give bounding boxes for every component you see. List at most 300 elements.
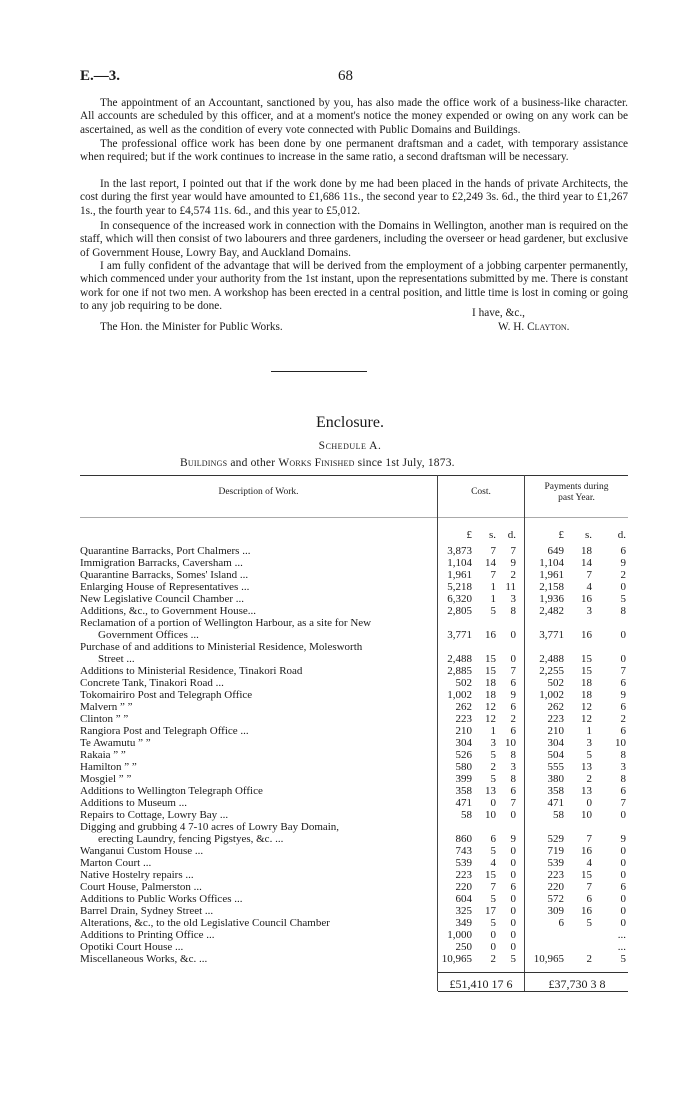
payment-shillings: 13 bbox=[581, 785, 592, 797]
total-payments: £37,730 3 8 bbox=[548, 977, 606, 991]
payment-shillings: 18 bbox=[581, 677, 592, 689]
cost-pence: 2 bbox=[510, 569, 516, 581]
row-cost bbox=[438, 809, 522, 821]
row-cost bbox=[438, 761, 522, 773]
row-description: Digging and grubbing 4 7-10 acres of Lowry Bay Domain, bbox=[80, 821, 340, 833]
table-row bbox=[80, 545, 628, 557]
row-payment bbox=[526, 713, 628, 725]
row-cost bbox=[438, 869, 522, 881]
cost-pence: 0 bbox=[510, 653, 516, 665]
table-row bbox=[80, 593, 628, 605]
cost-pounds: 2,885 bbox=[447, 665, 472, 677]
section-divider bbox=[271, 371, 367, 372]
cost-shillings: 15 bbox=[485, 653, 496, 665]
cost-pounds: 502 bbox=[455, 677, 472, 689]
payment-pence: 7 bbox=[620, 797, 626, 809]
row-description: Opotiki Court House ... bbox=[80, 941, 184, 953]
table-row bbox=[80, 749, 628, 761]
row-description: Additions to Public Works Offices ... bbox=[80, 893, 243, 905]
payment-pounds: 2,488 bbox=[539, 653, 564, 665]
row-payment bbox=[526, 737, 628, 749]
cost-pence: 9 bbox=[510, 833, 516, 845]
row-payment bbox=[526, 593, 628, 605]
addressee: The Hon. the Minister for Public Works. bbox=[100, 321, 283, 333]
payment-shillings: 2 bbox=[586, 953, 592, 965]
payment-pence: 0 bbox=[620, 809, 626, 821]
row-description: Purchase of and additions to Ministerial Residence, Molesworth bbox=[80, 641, 363, 653]
payment-pence: 3 bbox=[620, 761, 626, 773]
row-cost bbox=[438, 785, 522, 797]
units-row bbox=[80, 529, 628, 541]
cost-shillings: 7 bbox=[490, 881, 496, 893]
cost-shillings: 15 bbox=[485, 665, 496, 677]
row-payment bbox=[526, 941, 628, 953]
row-payment bbox=[526, 917, 628, 929]
cost-pence: 6 bbox=[510, 701, 516, 713]
payment-shillings: 16 bbox=[581, 905, 592, 917]
payment-pounds: 719 bbox=[547, 845, 564, 857]
row-payment bbox=[526, 797, 628, 809]
row-description: Immigration Barracks, Caversham ... bbox=[80, 557, 243, 569]
row-cost bbox=[438, 641, 522, 653]
payment-shillings: 7 bbox=[586, 833, 592, 845]
row-cost bbox=[438, 725, 522, 737]
row-payment bbox=[526, 653, 628, 665]
payment-pounds: 572 bbox=[547, 893, 564, 905]
row-description: Street ... bbox=[98, 653, 135, 665]
table-row bbox=[80, 761, 628, 773]
payment-pounds: 2,158 bbox=[539, 581, 564, 593]
row-description: Wanganui Custom House ... bbox=[80, 845, 204, 857]
payment-shillings: 14 bbox=[581, 557, 592, 569]
row-description: Reclamation of a portion of Wellington Harbour, as a site for New bbox=[80, 617, 372, 629]
row-payment bbox=[526, 857, 628, 869]
table-row bbox=[80, 845, 628, 857]
report-code: E.—3. bbox=[80, 68, 121, 84]
column-header-payments bbox=[525, 482, 628, 504]
cost-shillings: 12 bbox=[485, 701, 496, 713]
row-cost bbox=[438, 893, 522, 905]
payment-shillings: 1 bbox=[586, 725, 592, 737]
row-payment bbox=[526, 749, 628, 761]
table-row bbox=[80, 605, 628, 617]
cost-pounds: 6,320 bbox=[447, 593, 472, 605]
paragraph-domains: In consequence of the increased work in connection with the Domains in Wellington, another man is required on the staff, which will then consist of two labourers and three gardeners, including the overseer or head gardener, but exclusive of Government House, Lowry Bay, and Auckland Domains. bbox=[80, 220, 628, 259]
cost-pounds: 2,488 bbox=[447, 653, 472, 665]
column-header-cost: Cost. bbox=[471, 487, 491, 497]
cost-shillings: 13 bbox=[485, 785, 496, 797]
payment-shillings: 4 bbox=[586, 857, 592, 869]
row-payment bbox=[526, 545, 628, 557]
table-row bbox=[80, 617, 628, 629]
cost-pounds: 743 bbox=[455, 845, 472, 857]
cost-pounds: 10,965 bbox=[441, 953, 472, 965]
row-cost bbox=[438, 929, 522, 941]
cost-pence: 7 bbox=[510, 797, 516, 809]
payment-pence: 6 bbox=[620, 881, 626, 893]
payment-shillings: 15 bbox=[581, 653, 592, 665]
row-description: Rangiora Post and Telegraph Office ... bbox=[80, 725, 249, 737]
cost-pence: 3 bbox=[510, 593, 516, 605]
payment-pounds: 309 bbox=[547, 905, 564, 917]
table-row bbox=[80, 905, 628, 917]
payment-pounds: 2,255 bbox=[539, 665, 564, 677]
payment-pence: 0 bbox=[620, 629, 626, 641]
paragraph-carpenter: I am fully confident of the advantage that will be derived from the employment of a jobbing carpenter permanently, which commenced under your authority from the 1st instant, upon the representations submitted by me. There is constant work for one if not two men. A workshop has been erected in a central position, and little time is lost in coming or going to any job requiring to be done. bbox=[80, 260, 628, 313]
cost-pence: 6 bbox=[510, 881, 516, 893]
cost-pence: 8 bbox=[510, 773, 516, 785]
row-cost bbox=[438, 581, 522, 593]
row-cost bbox=[438, 737, 522, 749]
row-description: Alterations, &c., to the old Legislative Council Chamber bbox=[80, 917, 330, 929]
cost-pounds: 210 bbox=[455, 725, 472, 737]
row-cost bbox=[438, 593, 522, 605]
payment-shillings: 15 bbox=[581, 665, 592, 677]
payment-pounds: 262 bbox=[547, 701, 564, 713]
table-row bbox=[80, 641, 628, 653]
pay-unit-shillings: s. bbox=[584, 529, 592, 541]
cost-shillings: 5 bbox=[490, 893, 496, 905]
row-description: Court House, Palmerston ... bbox=[80, 881, 202, 893]
row-cost bbox=[438, 569, 522, 581]
payment-shillings: 7 bbox=[586, 569, 592, 581]
payment-shillings: 7 bbox=[586, 881, 592, 893]
payment-pounds: 529 bbox=[547, 833, 564, 845]
cost-pence: 0 bbox=[510, 929, 516, 941]
table-row bbox=[80, 773, 628, 785]
row-cost bbox=[438, 749, 522, 761]
payment-shillings: 13 bbox=[581, 761, 592, 773]
row-payment bbox=[526, 605, 628, 617]
cost-pence: 6 bbox=[510, 677, 516, 689]
row-description: Malvern ” ” bbox=[80, 701, 133, 713]
cost-shillings: 5 bbox=[490, 605, 496, 617]
row-payment bbox=[526, 725, 628, 737]
row-payment bbox=[526, 641, 628, 653]
payment-pounds: 471 bbox=[547, 797, 564, 809]
pay-unit-pence: d. bbox=[617, 529, 626, 541]
table-row bbox=[80, 737, 628, 749]
payment-pence: 9 bbox=[620, 689, 626, 701]
cost-pounds: 1,961 bbox=[447, 569, 472, 581]
row-cost bbox=[438, 629, 522, 641]
signature: W. H. Clayton. bbox=[498, 321, 570, 333]
payment-shillings: 12 bbox=[581, 713, 592, 725]
payment-pence: 6 bbox=[620, 725, 626, 737]
total-rule bbox=[438, 972, 628, 973]
cost-pounds: 220 bbox=[455, 881, 472, 893]
cost-pence: 0 bbox=[510, 869, 516, 881]
row-cost bbox=[438, 905, 522, 917]
payment-pence: 0 bbox=[620, 857, 626, 869]
cost-shillings: 2 bbox=[490, 761, 496, 773]
row-description: New Legislative Council Chamber ... bbox=[80, 593, 245, 605]
cost-pounds: 399 bbox=[455, 773, 472, 785]
payment-pence: 9 bbox=[620, 833, 626, 845]
table-row bbox=[80, 785, 628, 797]
subtitle-and-other: and other bbox=[230, 457, 276, 469]
cost-shillings: 5 bbox=[490, 845, 496, 857]
payment-pounds: 3,771 bbox=[539, 629, 564, 641]
cost-pence: 0 bbox=[510, 809, 516, 821]
payment-pounds: 555 bbox=[547, 761, 564, 773]
table-top-rule bbox=[80, 475, 628, 476]
row-payment bbox=[526, 617, 628, 629]
schedule-subtitle bbox=[180, 457, 580, 469]
row-payment bbox=[526, 881, 628, 893]
cost-pence: 2 bbox=[510, 713, 516, 725]
row-description: Miscellaneous Works, &c. ... bbox=[80, 953, 208, 965]
payment-pounds: 358 bbox=[547, 785, 564, 797]
cost-shillings: 5 bbox=[490, 749, 496, 761]
cost-shillings: 1 bbox=[490, 725, 496, 737]
payment-pounds: 1,104 bbox=[539, 557, 564, 569]
cost-shillings: 4 bbox=[490, 857, 496, 869]
payment-pence: 8 bbox=[620, 749, 626, 761]
payment-pence: 0 bbox=[620, 905, 626, 917]
payment-shillings: 0 bbox=[586, 797, 592, 809]
table-row bbox=[80, 677, 628, 689]
cost-pence: 0 bbox=[510, 629, 516, 641]
row-cost bbox=[438, 773, 522, 785]
row-payment bbox=[526, 665, 628, 677]
row-description: Government Offices ... bbox=[98, 629, 199, 641]
cost-pence: 5 bbox=[510, 953, 516, 965]
payment-pence: ... bbox=[617, 941, 626, 953]
row-payment bbox=[526, 809, 628, 821]
row-description: Enlarging House of Representatives ... bbox=[80, 581, 250, 593]
cost-pounds: 471 bbox=[455, 797, 472, 809]
row-payment bbox=[526, 953, 628, 965]
payment-pence: 6 bbox=[620, 677, 626, 689]
payment-pence: 6 bbox=[620, 785, 626, 797]
row-description: erecting Laundry, fencing Pigstyes, &c. ... bbox=[98, 833, 284, 845]
row-description: Additions to Printing Office ... bbox=[80, 929, 215, 941]
row-description: Additions to Ministerial Residence, Tinakori Road bbox=[80, 665, 303, 677]
row-description: Quarantine Barracks, Port Chalmers ... bbox=[80, 545, 251, 557]
row-description: Additions, &c., to Government House... bbox=[80, 605, 256, 617]
sign-off: I have, &c., bbox=[472, 307, 526, 319]
table-row bbox=[80, 893, 628, 905]
payments-header-line1: Payments during bbox=[544, 482, 609, 492]
payment-pounds: 2,482 bbox=[539, 605, 564, 617]
payment-pence: 7 bbox=[620, 665, 626, 677]
payment-pence: 2 bbox=[620, 569, 626, 581]
page-number: 68 bbox=[338, 68, 353, 84]
payment-pence: 0 bbox=[620, 917, 626, 929]
row-cost bbox=[438, 857, 522, 869]
cost-shillings: 5 bbox=[490, 773, 496, 785]
row-payment bbox=[526, 701, 628, 713]
row-payment bbox=[526, 905, 628, 917]
row-cost bbox=[438, 941, 522, 953]
cost-pounds: 860 bbox=[455, 833, 472, 845]
cost-pounds: 539 bbox=[455, 857, 472, 869]
row-payment bbox=[526, 785, 628, 797]
pay-unit-pounds: £ bbox=[558, 529, 564, 541]
cost-pounds: 1,104 bbox=[447, 557, 472, 569]
cost-pence: 6 bbox=[510, 785, 516, 797]
cost-pence: 3 bbox=[510, 761, 516, 773]
row-cost bbox=[438, 713, 522, 725]
payment-pounds: 304 bbox=[547, 737, 564, 749]
cost-shillings: 3 bbox=[490, 737, 496, 749]
payment-pounds: 6 bbox=[558, 917, 564, 929]
payment-pounds: 210 bbox=[547, 725, 564, 737]
payment-pounds: 1,936 bbox=[539, 593, 564, 605]
row-cost bbox=[438, 617, 522, 629]
cost-unit-pence: d. bbox=[507, 529, 516, 541]
row-description: Rakaia ” ” bbox=[80, 749, 126, 761]
payment-pence: 5 bbox=[620, 953, 626, 965]
total-bottom-rule bbox=[438, 991, 628, 992]
table-row bbox=[80, 833, 628, 845]
row-description: Mosgiel ” ” bbox=[80, 773, 132, 785]
row-description: Barrel Drain, Sydney Street ... bbox=[80, 905, 214, 917]
row-cost bbox=[438, 953, 522, 965]
paragraph-accountant: The appointment of an Accountant, sanctioned by you, has also made the office work of a business-like character. All accounts are scheduled by this officer, and at a moment's notice the money expended or owing on any work can be ascertained, as well as the condition of every vote connected with Public Domains and Buildings. bbox=[80, 97, 628, 136]
payment-shillings: 5 bbox=[586, 917, 592, 929]
row-description: Tokomairiro Post and Telegraph Office bbox=[80, 689, 253, 701]
row-cost bbox=[438, 833, 522, 845]
payment-pence: 9 bbox=[620, 557, 626, 569]
payment-shillings: 2 bbox=[586, 773, 592, 785]
enclosure-title: Enclosure. bbox=[316, 414, 384, 431]
payments-header-line2: past Year. bbox=[558, 493, 595, 503]
cost-pence: 9 bbox=[510, 557, 516, 569]
cost-pence: 6 bbox=[510, 725, 516, 737]
cost-shillings: 1 bbox=[490, 593, 496, 605]
cost-pence: 8 bbox=[510, 605, 516, 617]
payment-pence: 0 bbox=[620, 581, 626, 593]
cost-shillings: 5 bbox=[490, 917, 496, 929]
cost-pounds: 223 bbox=[455, 713, 472, 725]
row-payment bbox=[526, 773, 628, 785]
row-description: Hamilton ” ” bbox=[80, 761, 137, 773]
row-cost bbox=[438, 557, 522, 569]
table-row bbox=[80, 569, 628, 581]
page-header bbox=[80, 68, 628, 86]
row-payment bbox=[526, 569, 628, 581]
table-row bbox=[80, 701, 628, 713]
row-payment bbox=[526, 629, 628, 641]
paragraph-architects: In the last report, I pointed out that if the work done by me had been placed in the hands of private Architects, the cost during the first year would have amounted to £1,686 11s., the second year to £2,249 3s. 6d., the third year to £1,267 1s., the fourth year to £4,574 11s. 6d., and this year to £5,012. bbox=[80, 178, 628, 217]
row-cost bbox=[438, 677, 522, 689]
paragraph-office-work: The professional office work has been done by one permanent draftsman and a cadet, with temporary assistance when required; but if the work continues to increase in the same ratio, a second draftsman will be necessary. bbox=[80, 138, 628, 164]
subtitle-date: since 1st July, 1873. bbox=[357, 457, 455, 469]
payment-pence: 6 bbox=[620, 545, 626, 557]
table-row bbox=[80, 557, 628, 569]
cost-pounds: 325 bbox=[455, 905, 472, 917]
payment-pounds: 58 bbox=[553, 809, 564, 821]
payment-pounds: 1,002 bbox=[539, 689, 564, 701]
row-cost bbox=[438, 881, 522, 893]
row-payment bbox=[526, 761, 628, 773]
payment-pence: 0 bbox=[620, 653, 626, 665]
payment-pounds: 220 bbox=[547, 881, 564, 893]
table-row bbox=[80, 665, 628, 677]
row-payment bbox=[526, 833, 628, 845]
cost-pounds: 2,805 bbox=[447, 605, 472, 617]
payment-pence: 0 bbox=[620, 869, 626, 881]
cost-pence: 7 bbox=[510, 545, 516, 557]
cost-shillings: 17 bbox=[485, 905, 496, 917]
row-description: Concrete Tank, Tinakori Road ... bbox=[80, 677, 224, 689]
cost-pounds: 3,771 bbox=[447, 629, 472, 641]
payment-shillings: 15 bbox=[581, 869, 592, 881]
table-row bbox=[80, 797, 628, 809]
payment-pence: 6 bbox=[620, 701, 626, 713]
payment-pence: ... bbox=[617, 929, 626, 941]
cost-shillings: 0 bbox=[490, 797, 496, 809]
payment-pounds: 223 bbox=[547, 869, 564, 881]
table-row bbox=[80, 917, 628, 929]
row-payment bbox=[526, 929, 628, 941]
payment-shillings: 3 bbox=[586, 737, 592, 749]
row-payment bbox=[526, 689, 628, 701]
table-row bbox=[80, 857, 628, 869]
cost-shillings: 1 bbox=[490, 581, 496, 593]
schedule-label: Schedule A. bbox=[318, 440, 382, 452]
row-payment bbox=[526, 821, 628, 833]
payment-pence: 0 bbox=[620, 845, 626, 857]
table-row bbox=[80, 725, 628, 737]
table-row bbox=[80, 929, 628, 941]
table-row bbox=[80, 869, 628, 881]
cost-pence: 9 bbox=[510, 689, 516, 701]
cost-shillings: 16 bbox=[485, 629, 496, 641]
cost-shillings: 2 bbox=[490, 953, 496, 965]
payment-pence: 5 bbox=[620, 593, 626, 605]
payment-pounds: 223 bbox=[547, 713, 564, 725]
payment-pounds: 502 bbox=[547, 677, 564, 689]
closing-block bbox=[80, 306, 628, 334]
cost-shillings: 18 bbox=[485, 689, 496, 701]
row-cost bbox=[438, 665, 522, 677]
row-payment bbox=[526, 557, 628, 569]
subtitle-works-finished: Works Finished bbox=[278, 457, 355, 469]
table-row bbox=[80, 653, 628, 665]
payment-shillings: 16 bbox=[581, 845, 592, 857]
table-row bbox=[80, 629, 628, 641]
cost-shillings: 18 bbox=[485, 677, 496, 689]
payment-pounds: 649 bbox=[547, 545, 564, 557]
payment-shillings: 12 bbox=[581, 701, 592, 713]
row-description: Quarantine Barracks, Somes' Island ... bbox=[80, 569, 249, 581]
row-payment bbox=[526, 893, 628, 905]
cost-pounds: 5,218 bbox=[447, 581, 472, 593]
payment-shillings: 5 bbox=[586, 749, 592, 761]
row-cost bbox=[438, 701, 522, 713]
cost-shillings: 10 bbox=[485, 809, 496, 821]
table-row bbox=[80, 821, 628, 833]
cost-shillings: 7 bbox=[490, 545, 496, 557]
row-payment bbox=[526, 581, 628, 593]
table-row bbox=[80, 881, 628, 893]
cost-pounds: 349 bbox=[455, 917, 472, 929]
table-row bbox=[80, 581, 628, 593]
cost-pence: 0 bbox=[510, 857, 516, 869]
cost-pence: 7 bbox=[510, 665, 516, 677]
payment-pounds: 1,961 bbox=[539, 569, 564, 581]
cost-shillings: 14 bbox=[485, 557, 496, 569]
cost-shillings: 15 bbox=[485, 869, 496, 881]
cost-pounds: 250 bbox=[455, 941, 472, 953]
subtitle-buildings: Buildings bbox=[180, 457, 228, 469]
cost-pounds: 1,000 bbox=[447, 929, 472, 941]
table-row bbox=[80, 953, 628, 965]
table-row bbox=[80, 713, 628, 725]
